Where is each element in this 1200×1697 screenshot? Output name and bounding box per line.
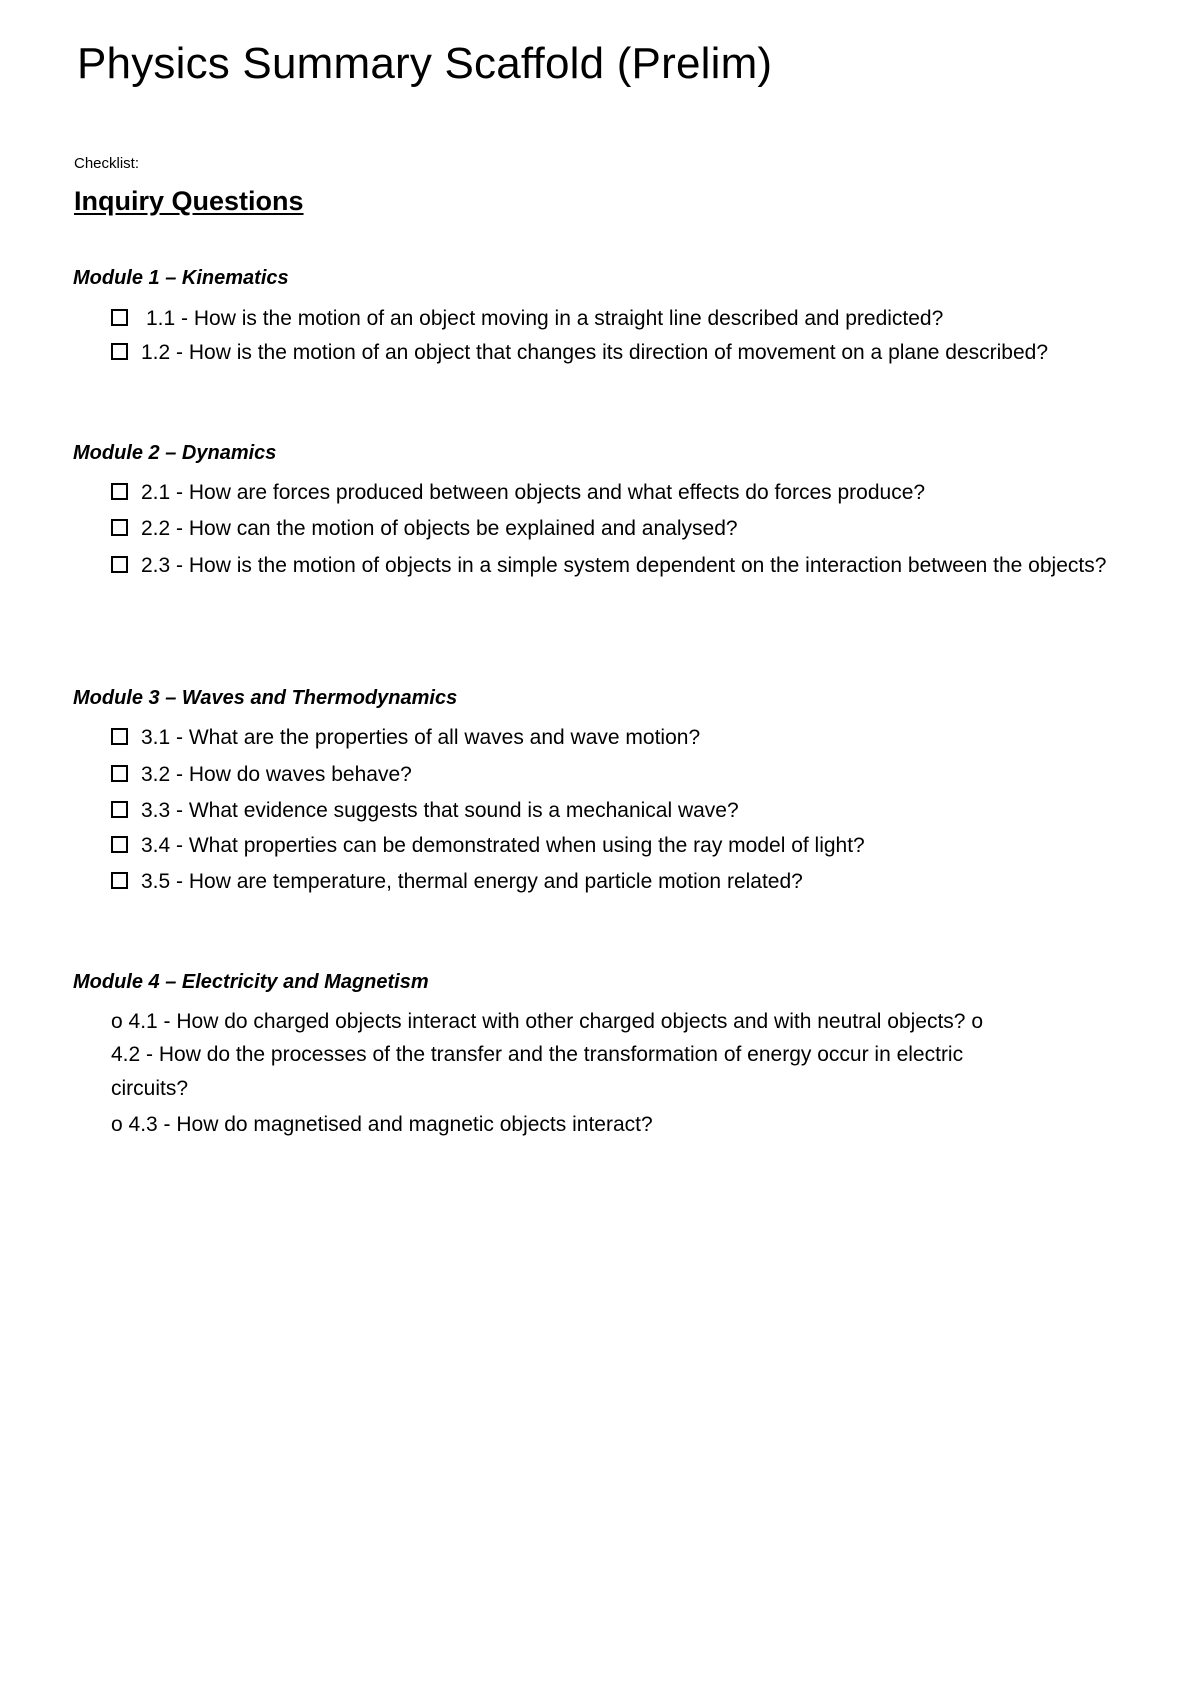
- checkbox[interactable]: [111, 801, 128, 818]
- module-4-line-1: o 4.1 - How do charged objects interact with other charged objects and with neutral objects? o: [111, 1010, 984, 1033]
- question-text: 2.1 - How are forces produced between objects and what effects do forces produce?: [141, 481, 926, 504]
- checklist-item-1-2[interactable]: [111, 336, 1121, 369]
- checklist-item-3-3[interactable]: [111, 794, 1121, 827]
- checklist-item-2-1[interactable]: [111, 476, 1121, 509]
- checklist-item-2-2[interactable]: [111, 512, 1121, 545]
- checkbox[interactable]: [111, 309, 128, 326]
- checklist-item-3-4[interactable]: [111, 829, 1121, 862]
- question-text: 2.2 - How can the motion of objects be explained and analysed?: [141, 517, 738, 540]
- question-text: 3.3 - What evidence suggests that sound is a mechanical wave?: [141, 799, 739, 822]
- question-text: 3.2 - How do waves behave?: [141, 763, 412, 786]
- module-4-line-3: circuits?: [111, 1077, 189, 1100]
- checkbox[interactable]: [111, 343, 128, 360]
- question-text: 2.3 - How is the motion of objects in a simple system dependent on the interaction between the objects?: [141, 554, 1107, 577]
- question-text: 3.4 - What properties can be demonstrated when using the ray model of light?: [141, 834, 865, 857]
- checkbox[interactable]: [111, 836, 128, 853]
- checkbox[interactable]: [111, 728, 128, 745]
- checklist-item-3-2[interactable]: [111, 758, 1121, 791]
- module-4-line-4: o 4.3 - How do magnetised and magnetic objects interact?: [111, 1113, 653, 1136]
- checkbox[interactable]: [111, 765, 128, 782]
- checklist-item-2-3[interactable]: [111, 549, 1121, 582]
- module-3-heading: Module 3 – Waves and Thermodynamics: [73, 687, 458, 709]
- question-text: 3.1 - What are the properties of all waves and wave motion?: [141, 726, 701, 749]
- checklist-label: Checklist:: [74, 155, 140, 172]
- page-title: Physics Summary Scaffold (Prelim): [77, 39, 773, 88]
- module-4-heading: Module 4 – Electricity and Magnetism: [73, 971, 429, 993]
- module-1-heading: Module 1 – Kinematics: [73, 267, 289, 289]
- checkbox[interactable]: [111, 556, 128, 573]
- question-text: 1.2 - How is the motion of an object that changes its direction of movement on a plane described?: [141, 341, 1049, 364]
- question-text: 3.5 - How are temperature, thermal energy and particle motion related?: [141, 870, 803, 893]
- module-4-line-2: 4.2 - How do the processes of the transfer and the transformation of energy occur in electric: [111, 1043, 964, 1066]
- checklist-item-1-1[interactable]: [111, 302, 1121, 335]
- checklist-item-3-1[interactable]: [111, 721, 1121, 754]
- inquiry-questions-heading: Inquiry Questions: [74, 186, 304, 216]
- module-2-heading: Module 2 – Dynamics: [73, 442, 277, 464]
- checkbox[interactable]: [111, 483, 128, 500]
- checkbox[interactable]: [111, 519, 128, 536]
- question-text: 1.1 - How is the motion of an object moving in a straight line described and predicted?: [146, 307, 944, 330]
- checklist-item-3-5[interactable]: [111, 865, 1121, 898]
- checkbox[interactable]: [111, 872, 128, 889]
